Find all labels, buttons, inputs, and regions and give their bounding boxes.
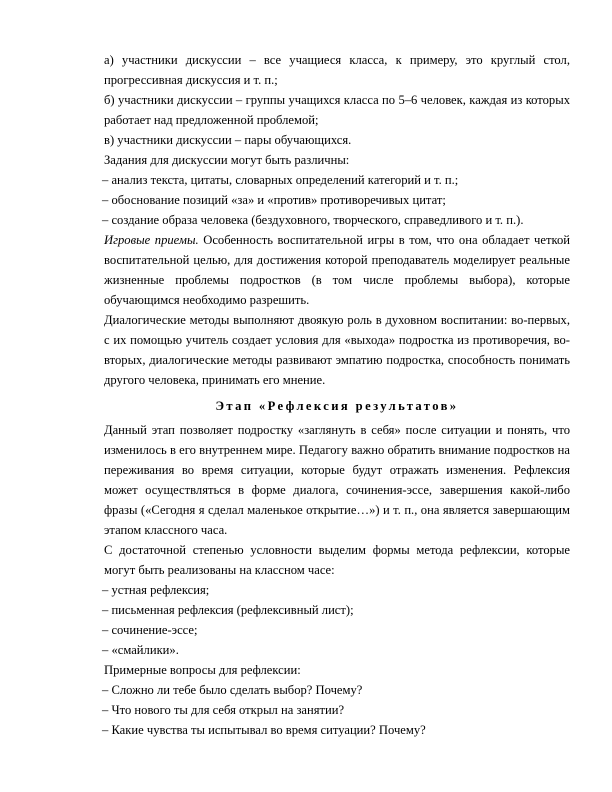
list-item-question-3: – Какие чувства ты испытывал во время ситуации? Почему? <box>102 723 426 737</box>
paragraph-reflection-1: Данный этап позволяет подростку «заглянуть в себя» после ситуации и понять, что изменилось в его внутреннем мире. Педагогу важно обратить внимание подростков на переживания во время ситуации, которые будут отражать изменения. Рефлексия может осуществляться в форме диалога, сочинения-эссе, завершения какой-либо фразы («Сегодня я сделал маленькое открытие…») и т. п., она является завершающим этапом классного часа. <box>104 423 570 537</box>
paragraph-discussion-a: а) участники дискуссии – все учащиеся класса, к примеру, это круглый стол, прогрессивная дискуссия и т. п.; <box>104 53 570 87</box>
paragraph-questions-intro: Примерные вопросы для рефлексии: <box>104 663 301 677</box>
list-item-form-1: – устная рефлексия; <box>102 583 210 597</box>
list-item-question-2: – Что нового ты для себя открыл на занятии? <box>102 703 345 717</box>
list-item-task-3: – создание образа человека (бездуховного, творческого, справедливого и т. п.). <box>102 213 524 227</box>
paragraph-game-methods <box>104 230 570 310</box>
list-item-form-2: – письменная рефлексия (рефлексивный лист); <box>102 603 354 617</box>
section-heading: Этап «Рефлексия результатов» <box>215 399 459 413</box>
list-item-task-1: – анализ текста, цитаты, словарных определений категорий и т. п.; <box>102 173 459 187</box>
paragraph-dialogic-methods: Диалогические методы выполняют двоякую роль в духовном воспитании: во-первых, с их помощью учитель создает условия для «выхода» подростка из противоречия, во-вторых, диалогические методы развивают эмпатию подростка, способность понимать другого человека, принимать его мнение. <box>104 313 570 387</box>
list-item-form-3: – сочинение-эссе; <box>102 623 198 637</box>
list-item-question-1: – Сложно ли тебе было сделать выбор? Почему? <box>102 683 363 697</box>
paragraph-discussion-b: б) участники дискуссии – группы учащихся класса по 5–6 человек, каждая из которых работает над предложенной проблемой; <box>104 93 570 127</box>
paragraph-reflection-2: С достаточной степенью условности выделим формы метода рефлексии, которые могут быть реализованы на классном часе: <box>104 543 570 577</box>
paragraph-discussion-v: в) участники дискуссии – пары обучающихся. <box>104 133 352 147</box>
list-item-task-2: – обоснование позиций «за» и «против» противоречивых цитат; <box>102 193 446 207</box>
paragraph-tasks-intro: Задания для дискуссии могут быть различны: <box>104 153 350 167</box>
list-item-form-4: – «смайлики». <box>102 643 179 657</box>
page-content <box>104 50 570 740</box>
game-methods-label: Игровые приемы. <box>104 233 199 247</box>
game-methods-text: Особенность воспитательной игры в том, что она обладает четкой воспитательной целью, для достижения которой преподаватель моделирует реальные жизненные проблемы подростков (в том числе проблемы выбора), которые обучающимся необходимо разрешить. <box>104 233 570 307</box>
